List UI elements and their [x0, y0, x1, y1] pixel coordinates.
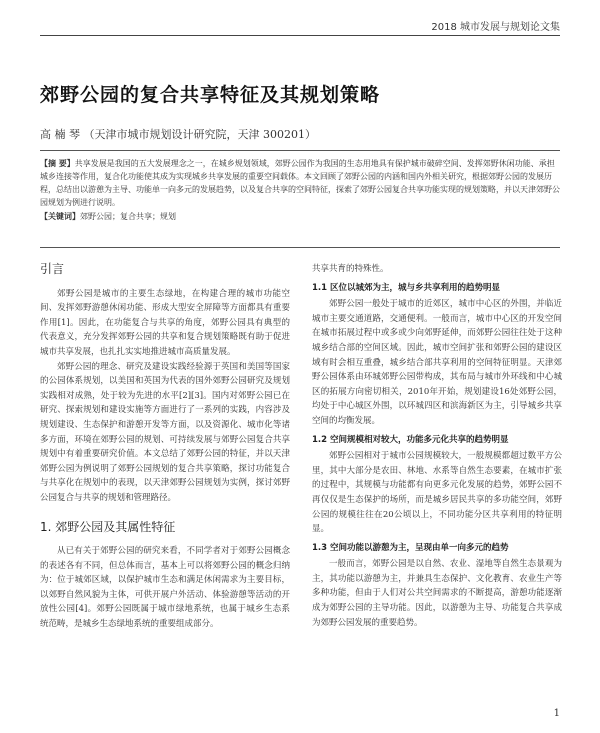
intro-paragraph-2: 郊野公园的理念、研究及建设实践经验源于英国和美国等国家的公园体系规划，以美国和英国为代表的国外郊野公园研究及规划实践相对成熟，处于较为先进的水平[2][3]。国内对郊野公园已在研究、探索规划和建设实施等方面进行了一系列的实践，内容涉及规划建设、生态保护和游憩开发等方面，以及资源化、城市化等诸多方面，环境在郊野公园的规划、可持续发展与郊野公园复合共享规划中有着重要研究价值。本文总结了郊野公园的特征，并以天津郊野公园为例说明了郊野公园规划的复合共享策略，探讨功能复合与共享化在规划中的表现，以天津郊野公园规划为实例，探讨郊野公园复合与共享的规划和管理路径。	[40, 361, 290, 503]
right-column	[312, 262, 562, 630]
page-number: 1	[553, 708, 560, 719]
abstract-box	[40, 150, 560, 248]
subsection-1-3-paragraph: 一般而言，郊野公园是以自然、农业、湿地等自然生态景观为主，其功能以游憩为主，并兼具生态保护、文化教育、农业生产等多种功能，但由于人们对公共空间需求的不断提高，游憩功能逐渐成为郊野公园的主导功能。因此，以游憩为主导、功能复合共享成为郊野公园发展的重要趋势。	[312, 559, 562, 628]
running-head-rule	[40, 35, 560, 36]
right-lead-text: 共享共育的特殊性。	[312, 264, 389, 274]
subsection-1-2-paragraph: 郊野公园相对于城市公园规模较大，一般规模都超过数平方公里，其中大部分是农田、林地、水系等自然生态要素，在城市扩张的过程中，其规模与功能都有向更多元化发展的趋势，郊野公园不再仅仅是生态保护的场所，而是城乡居民共享的多功能空间，郊野公园的规模往往在20公顷以上，不同功能分区共享利用的特征明显。	[312, 451, 562, 535]
subsection-1-1-heading: 1.1 区位以城郊为主，城与乡共享利用的趋势明显	[312, 282, 501, 293]
subsection-1-2-heading: 1.2 空间规模相对较大，功能多元化共享的趋势明显	[312, 434, 509, 445]
running-head-text: 2018 城市发展与规划论文集	[431, 22, 560, 33]
keywords-line	[40, 210, 560, 223]
keywords-label: 【关键词】	[40, 211, 80, 221]
abstract-label: 【摘 要】	[40, 158, 75, 168]
author-line: 高 楠 琴 （天津市城市规划设计研究院，天津 300201）	[40, 128, 316, 141]
abstract-text: 共享发展是我国的五大发展理念之一，在城乡规划领域，郊野公园作为我国的生态用地具有保护城市破碎空间、发挥郊野休闲功能、承担城乡连接等作用，复合化功能使其成为实现城乡共享发展的重要空间载体。本文回顾了郊野公园的内涵和国内外相关研究，根据郊野公园的发展历程，总结出以游憩为主导、功能单一向多元的发展趋势，以及复合共享的空间特征，探索了郊野公园复合共享功能实现的规划策略，并以天津郊野公园规划为例进行说明。	[40, 159, 560, 207]
paper-title: 郊野公园的复合共享特征及其规划策略	[40, 84, 381, 106]
subsection-1-3-heading: 1.3 空间功能以游憩为主，呈现由单一向多元的趋势	[312, 542, 509, 553]
keywords-text: 郊野公园；复合共享；规划	[80, 212, 176, 221]
section1-paragraph-1: 从已有关于郊野公园的研究来看，不同学者对于郊野公园概念的表述各有不同，但总体而言，基本上可以将郊野公园的概念归纳为：位于城郊区域，以保护城市生态和满足休闲需求为主要目标，以郊野自然风貌为主体，可供开展户外活动、体验游憩等活动的开放性公园[4]。郊野公园既属于城市绿地系统，也属于城乡生态系统范畴，是城乡生态绿地系统的重要组成部分。	[40, 546, 290, 630]
running-head	[40, 18, 560, 36]
left-column	[40, 262, 290, 632]
section1-heading: 1. 郊野公园及其属性特征	[40, 519, 176, 534]
intro-heading: 引言	[40, 262, 65, 276]
subsection-1-1-paragraph: 郊野公园一般处于城市的近郊区，城市中心区的外围，并临近城市主要交通道路，交通便利。一般而言，城市中心区的开发空间在城市拓展过程中或多或少向郊野延伸，而郊野公园往往处于这种城乡结合部的空间区域。因此，城市空间扩张和郊野公园的建设区域有时会相互重叠，城乡结合部共享利用的空间特征明显。天津郊野公园体系由环城郊野公园带构成，其布局与城市外环线和中心城区的拓展方向密切相关，2010年开始，规划建设16处郊野公园，均处于中心城区外围，以环城四区和滨海新区为主，引导城乡共享空间的均衡发展。	[312, 299, 562, 426]
intro-paragraph-1: 郊野公园是城市的主要生态绿地，在构建合理的城市功能空间、发挥郊野游憩休闲功能、形成大型安全屏障等方面都具有重要作用[1]。因此，在功能复合与共享的角度，郊野公园具有典型的代表意义，充分发挥郊野公园的共享和复合规划策略既有助于促进城市共享发展，也扎扎实实地推进城市高质量发展。	[40, 288, 290, 357]
